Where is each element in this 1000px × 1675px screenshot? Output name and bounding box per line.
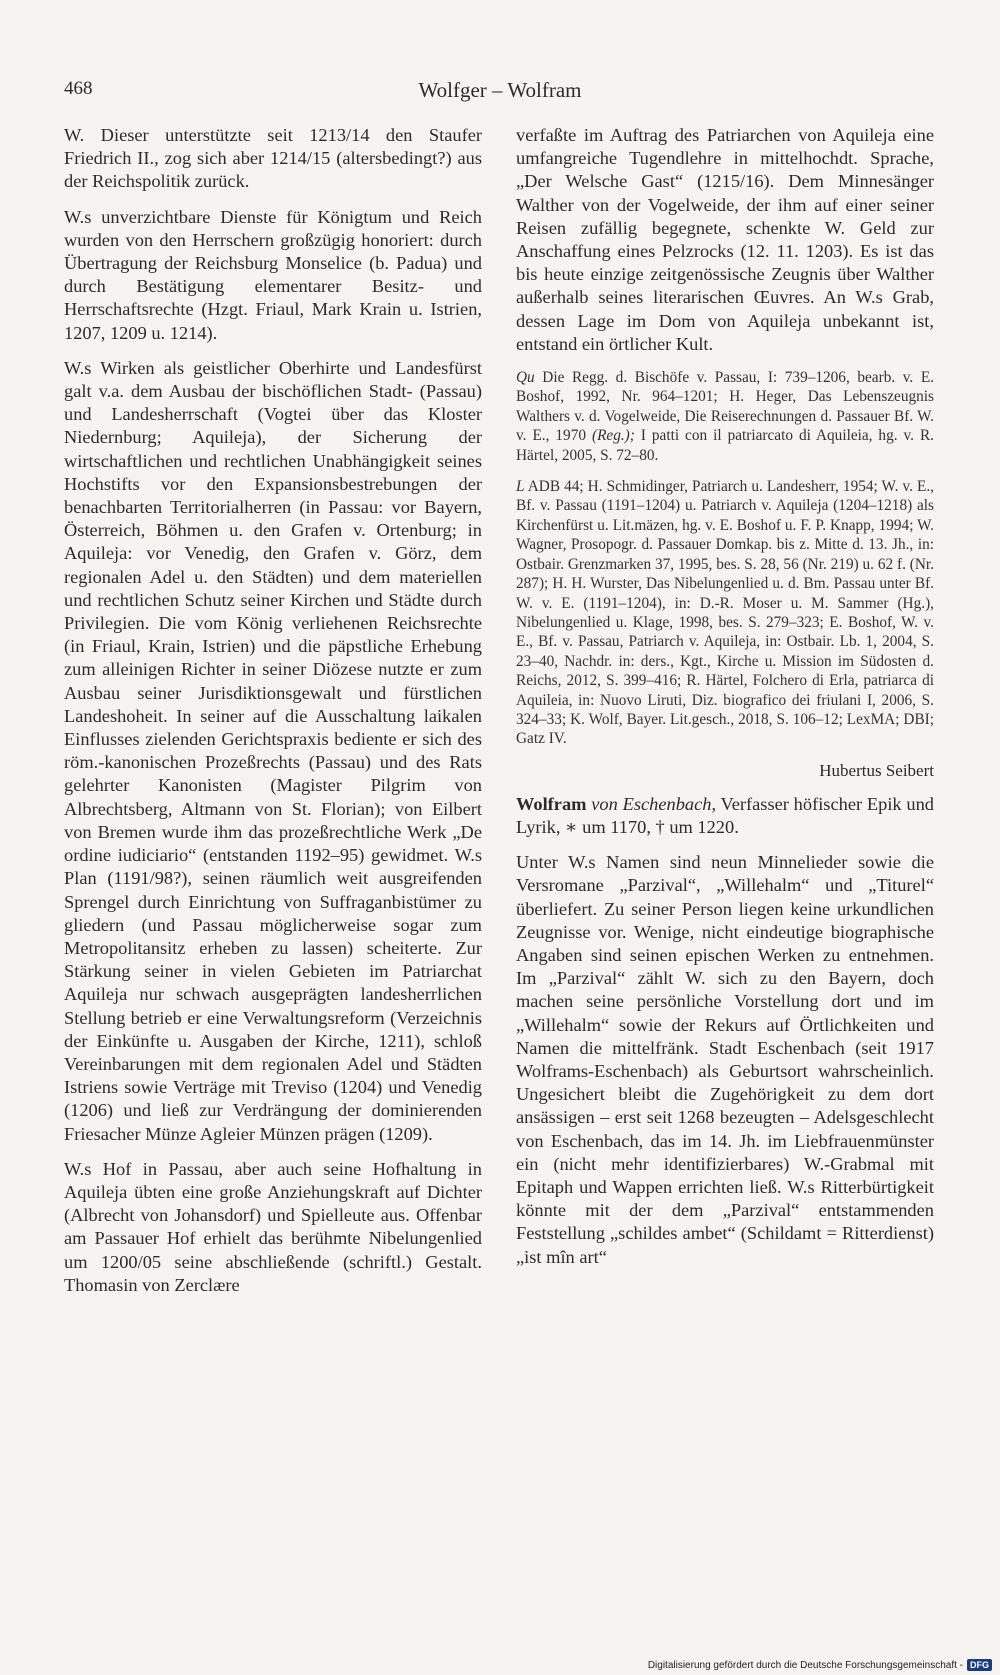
paragraph: Unter W.s Namen sind neun Minnelieder sowie die Versromane „Parzival“, „Willehalm“ und „Titurel“ überliefert. Zu seiner Person liegen keine urkundlichen Zeugnisse vor. Wenige, nicht eindeutige biographische Angaben sind seinen epischen Werken zu entnehmen. Im „Parzival“ zählt W. sich zu den Bayern, doch machen seine persönliche Vorstellung dort und im „Willehalm“ sowie der Rekurs auf Örtlichkeiten und Namen die mittelfränk. Stadt Eschenbach (seit 1917 Wolframs-Eschenbach) als Geburtsort wahrscheinlich. Ungesichert bleibt die Zugehörigkeit zu dem dort ansässigen – erst seit 1268 bezeugten – Adelsgeschlecht von Eschenbach, das im 14. Jh. im Liebfrauenmünster ein (nicht mehr identifizierbares) W.-Grabmal mit Epitaph und Wappen errichten ließ. W.s Ritterbürtigkeit könnte mit der dem „Parzival“ entstammenden Feststellung „schildes ambet“ (Schildamt = Ritterdienst) „ist mîn art“ — [516, 852, 934, 1267]
entry-name: Wolfram — [516, 793, 587, 814]
page-number: 468 — [64, 78, 93, 99]
entry-description: Verfasser höfischer Epik und Lyrik, ∗ um 1170, † um 1220. — [516, 793, 934, 837]
entry-byname: von Eschenbach, — [586, 793, 717, 814]
sources-text: Die Regg. d. Bischöfe v. Passau, I: 739–1206, bearb. v. E. Boshof, 1992, Nr. 964–1201; H. Heger, Das Lebenszeugnis Walthers v. d. Vogelweide, Die Reiserechnungen d. Passauer Bf. W. v. E., 1970 — [516, 369, 934, 445]
footer-text: Digitalisierung gefördert durch die Deutsche Forschungsgemeinschaft - — [647, 1659, 963, 1671]
sources-text-2: I patti con il patriarcato di Aquileia, hg. v. R. Härtel, 2005, S. 72–80. — [516, 427, 934, 464]
running-head: Wolfger – Wolfram — [418, 78, 582, 102]
right-column — [516, 124, 934, 1281]
paragraph: W. Dieser unterstützte seit 1213/14 den Staufer Friedrich II., zog sich aber 1214/15 (altersbedingt?) aus der Reichspolitik zurück. — [64, 125, 482, 192]
entry-heading — [516, 793, 934, 839]
paragraph: W.s Hof in Passau, aber auch seine Hofhaltung in Aquileja übten eine große Anziehungskraft auf Dichter (Albrecht von Johansdorf) und Spielleute aus. Offenbar am Passauer Hof erhielt das berühmte Nibelungenlied um 1200/05 seine abschließende (schriftl.) Gestalt. Thomasin von Zerclære — [64, 1158, 482, 1295]
dfg-logo: DFG — [967, 1659, 992, 1671]
sources-block — [516, 368, 934, 465]
paragraph: verfaßte im Auftrag des Patriarchen von Aquileja eine umfangreiche Tugendlehre in mittelhochdt. Sprache, „Der Welsche Gast“ (1215/16). Dem Minnesänger Walther von der Vogelweide, der ihm auf einer seiner Reisen zufällig begegnete, schenkte W. Geld zur Anschaffung eines Pelzrocks (12. 11. 1203). Es ist das bis heute einzige zeitgenössische Zeugnis über Walther außerhalb seines literarischen Œuvres. An W.s Grab, dessen Lage im Dom von Aquileja unbekannt ist, entstand ein örtlicher Kult. — [516, 125, 934, 354]
literature-text: ADB 44; H. Schmidinger, Patriarch u. Landesherr, 1954; W. v. E., Bf. v. Passau (1191–1204) u. Patriarch v. Aquileja (1204–1218) als Kirchenfürst u. Lit.mäzen, hg. v. E. Boshof u. F. P. Knapp, 1994; W. Wagner, Prosopogr. d. Passauer Domkap. bis z. Mitte d. 13. Jh., in: Ostbair. Grenzmarken 37, 1995, bes. S. 28, 56 (Nr. 219) u. 62 f. (Nr. 287); H. H. Wurster, Das Nibelungenlied u. d. Bm. Passau unter Bf. W. v. E. (1191–1204), in: D.-R. Moser u. M. Sammer (Hg.), Nibelungenlied u. Klage, 1998, bes. S. 279–323; E. Boshof, W. v. E., Bf. v. Passau, Patriarch v. Aquileja, in: Ostbair. Lb. 1, 2004, S. 23–40, Nachdr. in: ders., Kgt., Kirche u. Mission im Südosten d. Reichs, 2012, S. 399–416; R. Härtel, Folchero di Erla, patriarca di Aquileia, in: Nuovo Liruti, Diz. biografico dei friulani I, 2006, S. 324–33; K. Wolf, Bayer. Lit.gesch., 2018, S. 106–12; LexMA; DBI; Gatz IV. — [516, 478, 934, 748]
paragraph: W.s Wirken als geistlicher Oberhirte und Landesfürst galt v.a. dem Ausbau der bischöflichen Stadt- (Passau) und Landesherrschaft (Vogtei über das Kloster Niedernburg; Aquileja), der Sicherung der wirtschaftlichen und rechtlichen Unabhängigkeit seines Hochstifts vor den Expansionsbestrebungen der benachbarten Territorialherren (in Passau: vor Bayern, Österreich, Böhmen u. den Grafen v. Ortenburg; in Aquileja: vor Venedig, den Grafen v. Görz, dem regionalen Adel u. den Städten) und dem materiellen und rechtlichen Schutz seiner Kirchen und Städte durch Privilegien. Die vom König verliehenen Reichsrechte (in Friaul, Krain, Istrien) und die päpstliche Erhebung zum alleinigen Richter in seiner Diözese nutzte er zum Ausbau seiner Jurisdiktionsgewalt und fürstlichen Landeshoheit. In seiner auf die Ausschaltung laikalen Einflusses zielenden Gerichtspraxis bediente er sich des röm.-kanonischen Prozeßrechts (Passau) und des Rats gelehrter Kanonisten (Magister Pilgrim von Albrechtsberg, Altmann von St. Florian); von Eilbert von Bremen wurde ihm das prozeßrechtliche Werk „De ordine iudiciario“ (entstanden 1192–95) gewidmet. W.s Plan (1191/98?), seinen räumlich weit ausgreifenden Sprengel durch Einrichtung von Suffraganbistümer zu gliedern (und Passau möglicherweise sogar zum Metropolitansitz erheben zu lassen) scheiterte. Zur Stärkung seiner in vielen Gebieten im Patriarchat Aquileja nur schwach ausgeprägten landesherrlichen Stellung betrieb er eine Verwaltungsreform (Verzeichnis der Einkünfte u. Ausgaben der Kirche, 1211), schloß Vereinbarungen mit dem regionalen Adel und Städten Istriens sowie Verträge mit Treviso (1204) und Venedig (1206) und ließ zur Verdrängung der dominierenden Friesacher Münze Agleier Münzen prägen (1209). — [64, 357, 482, 1144]
footer — [648, 1659, 992, 1671]
paragraph: W.s unverzichtbare Dienste für Königtum und Reich wurden von den Herrschern großzügig honoriert: durch Übertragung der Reichsburg Monselice (b. Padua) und durch Bestätigung elementarer Besitz- und Herrschaftsrechte (Hzgt. Friaul, Mark Krain u. Istrien, 1207, 1209 u. 1214). — [64, 206, 482, 343]
author-signature: Hubertus Seibert — [819, 760, 934, 780]
sources-reg: (Reg.); — [591, 427, 635, 445]
left-column — [64, 124, 482, 1309]
sources-label: Qu — [516, 369, 535, 387]
literature-label: L — [516, 478, 525, 496]
literature-block — [516, 477, 934, 749]
